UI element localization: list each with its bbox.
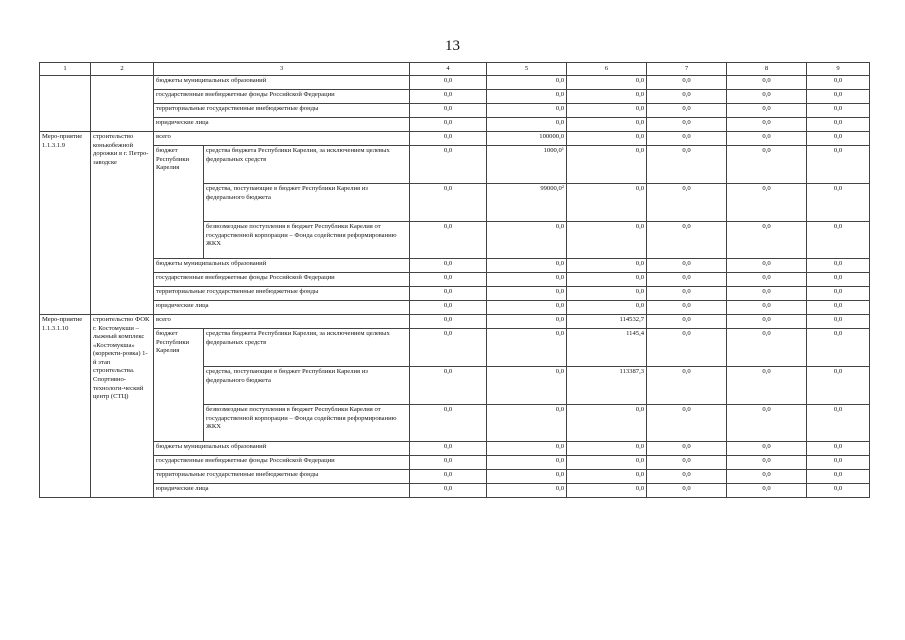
value-text: 0,0 <box>682 147 691 154</box>
value-cell <box>727 456 807 470</box>
header-cell: 2 <box>91 63 154 76</box>
value-cell <box>727 470 807 484</box>
value-text: 0,0 <box>555 406 565 413</box>
value-text: 0,0 <box>762 119 771 126</box>
value-cell <box>487 367 567 405</box>
source-label: средства, поступающие в бюджет Республики Карелия из федерального бюджета <box>204 184 410 222</box>
value-cell <box>647 470 727 484</box>
header-cell: 1 <box>40 63 91 76</box>
value-cell <box>487 90 567 104</box>
source-label: территориальные государственные внебюджетные фонды <box>154 104 410 118</box>
value-cell <box>567 259 647 273</box>
value-text: 0,0 <box>635 443 645 450</box>
value-cell <box>647 90 727 104</box>
value-cell <box>807 367 870 405</box>
value-cell <box>727 287 807 301</box>
value-text: 0,0 <box>635 147 645 154</box>
value-text: 0,0 <box>443 471 453 478</box>
value-cell <box>410 315 487 329</box>
value-cell <box>727 132 807 146</box>
value-text: 0,0 <box>635 260 645 267</box>
table-row <box>40 259 870 273</box>
measure-name: строительство ФОК г. Костомукши – лыжный комплекс «Костомукша» (корректи-ровка) 1-й этап строительства. Спортивно-технологи-ческий центр (СТЦ) <box>91 315 154 498</box>
value-cell <box>567 442 647 456</box>
value-text: 0,0 <box>833 302 843 309</box>
value-text: 0,0 <box>682 330 691 337</box>
value-text: 0,0 <box>443 316 453 323</box>
value-text: 113387,3 <box>619 368 645 375</box>
value-text: 0,0 <box>443 288 453 295</box>
value-text: 0,0 <box>762 133 771 140</box>
source-label: государственные внебюджетные фонды Российской Федерации <box>154 456 410 470</box>
table-row <box>40 90 870 104</box>
value-text: 0,0 <box>443 274 453 281</box>
value-text: 0,0 <box>555 77 565 84</box>
source-label: бюджеты муниципальных образований <box>154 442 410 456</box>
value-cell <box>647 405 727 442</box>
rk-budget-label: бюджет Республики Карелия <box>154 329 204 442</box>
source-label: юридические лица <box>154 118 410 132</box>
value-cell <box>410 329 487 367</box>
value-cell <box>410 470 487 484</box>
table-row <box>40 146 870 184</box>
value-text: 0,0 <box>833 260 843 267</box>
value-cell <box>410 484 487 498</box>
measure-name: строительство конькобежной дорожки в г. Петро-заводске <box>91 132 154 315</box>
value-text: 0,0 <box>443 443 453 450</box>
value-text: 0,0 <box>443 406 453 413</box>
value-cell <box>807 315 870 329</box>
value-text: 0,0 <box>555 316 565 323</box>
value-cell <box>410 222 487 259</box>
value-cell <box>807 222 870 259</box>
value-text: 0,0 <box>762 147 771 154</box>
value-cell <box>647 222 727 259</box>
value-cell <box>487 259 567 273</box>
value-cell <box>727 259 807 273</box>
value-cell <box>727 442 807 456</box>
value-cell <box>410 90 487 104</box>
value-text: 0,0 <box>762 185 771 192</box>
value-cell <box>727 484 807 498</box>
footnote-mark: 1 <box>561 146 565 151</box>
header-cell: 9 <box>807 63 870 76</box>
value-text: 114532,7 <box>619 316 645 323</box>
source-label: безвозмездные поступления в бюджет Республики Карелия от государственной корпорации – Фонда содействия реформированию ЖКХ <box>204 222 410 259</box>
value-cell <box>647 273 727 287</box>
value-text: 0,0 <box>762 302 771 309</box>
value-text: 0,0 <box>833 133 843 140</box>
value-text: 0,0 <box>635 406 645 413</box>
value-cell <box>807 301 870 315</box>
value-cell <box>487 301 567 315</box>
value-cell <box>647 287 727 301</box>
value-text: 0,0 <box>833 147 843 154</box>
value-text: 0,0 <box>682 288 691 295</box>
table-body <box>40 76 870 498</box>
value-text: 0,0 <box>833 330 843 337</box>
value-text: 0,0 <box>762 471 771 478</box>
value-cell <box>807 76 870 90</box>
value-text: 0,0 <box>555 330 565 337</box>
value-cell <box>487 287 567 301</box>
value-cell <box>647 484 727 498</box>
value-cell <box>727 315 807 329</box>
source-label: территориальные государственные внебюджетные фонды <box>154 470 410 484</box>
value-cell <box>807 329 870 367</box>
value-cell <box>807 456 870 470</box>
value-cell <box>410 367 487 405</box>
value-text: 0,0 <box>833 105 843 112</box>
header-cell: 3 <box>154 63 410 76</box>
value-cell <box>410 132 487 146</box>
value-cell <box>487 118 567 132</box>
value-text: 0,0 <box>443 223 453 230</box>
value-text: 0,0 <box>762 288 771 295</box>
table-row <box>40 118 870 132</box>
table-row <box>40 301 870 315</box>
value-cell <box>727 118 807 132</box>
measure-name-cell <box>91 76 154 132</box>
value-cell <box>487 315 567 329</box>
table-row <box>40 76 870 90</box>
value-cell <box>567 287 647 301</box>
value-text: 0,0 <box>443 91 453 98</box>
value-text: 0,0 <box>762 91 771 98</box>
value-cell <box>567 184 647 222</box>
value-text: 0,0 <box>762 274 771 281</box>
value-text: 100000,0 <box>539 133 565 140</box>
value-cell <box>727 301 807 315</box>
measure-code: Меро-приятие 1.1.3.1.10 <box>40 315 91 498</box>
value-text: 0,0 <box>443 330 453 337</box>
value-text: 0,0 <box>635 133 645 140</box>
value-text: 0,0 <box>635 302 645 309</box>
value-text: 0,0 <box>555 302 565 309</box>
value-cell <box>727 405 807 442</box>
value-cell <box>807 484 870 498</box>
value-cell <box>567 367 647 405</box>
value-text: 0,0 <box>682 316 691 323</box>
value-text: 0,0 <box>762 457 771 464</box>
value-text: 0,0 <box>833 274 843 281</box>
source-label: средства бюджета Республики Карелия, за исключением целевых федеральных средств <box>204 329 410 367</box>
value-cell <box>410 287 487 301</box>
value-text: 0,0 <box>635 119 645 126</box>
value-text: 0,0 <box>682 443 691 450</box>
value-cell <box>567 132 647 146</box>
value-cell <box>807 104 870 118</box>
table-row <box>40 470 870 484</box>
source-label: юридические лица <box>154 484 410 498</box>
value-cell <box>487 456 567 470</box>
value-cell <box>410 146 487 184</box>
source-label: территориальные государственные внебюджетные фонды <box>154 287 410 301</box>
table-row <box>40 273 870 287</box>
value-text: 0,0 <box>762 223 771 230</box>
value-text: 0,0 <box>555 105 565 112</box>
value-cell <box>727 222 807 259</box>
header-cell: 7 <box>647 63 727 76</box>
value-cell <box>807 118 870 132</box>
value-text: 0,0 <box>635 288 645 295</box>
value-text: 0,0 <box>635 471 645 478</box>
value-text: 0,0 <box>635 105 645 112</box>
value-cell <box>487 222 567 259</box>
value-text: 0,0 <box>682 77 691 84</box>
value-cell <box>410 104 487 118</box>
value-text: 0,0 <box>555 288 565 295</box>
value-text: 0,0 <box>762 260 771 267</box>
source-label: бюджеты муниципальных образований <box>154 259 410 273</box>
value-text: 0,0 <box>443 302 453 309</box>
value-cell <box>807 470 870 484</box>
value-text: 0,0 <box>682 471 691 478</box>
value-text: 0,0 <box>682 274 691 281</box>
header-cell: 8 <box>727 63 807 76</box>
value-text: 0,0 <box>443 105 453 112</box>
value-cell <box>567 90 647 104</box>
value-text: 0,0 <box>833 443 843 450</box>
value-text: 0,0 <box>762 443 771 450</box>
value-text: 0,0 <box>682 302 691 309</box>
table-row <box>40 442 870 456</box>
value-text: 0,0 <box>555 260 565 267</box>
value-cell <box>807 442 870 456</box>
value-cell <box>727 273 807 287</box>
source-label: всего <box>154 315 410 329</box>
rk-budget-label: бюджет Республики Карелия <box>154 146 204 259</box>
value-text: 0,0 <box>635 223 645 230</box>
value-text: 0,0 <box>833 77 843 84</box>
value-text: 1000,0 <box>543 147 562 154</box>
source-label: безвозмездные поступления в бюджет Республики Карелия от государственной корпорации – Фонда содействия реформированию ЖКХ <box>204 405 410 442</box>
value-cell <box>647 367 727 405</box>
value-cell <box>807 132 870 146</box>
value-text: 0,0 <box>682 485 691 492</box>
value-text: 0,0 <box>555 443 565 450</box>
value-cell <box>727 76 807 90</box>
table-row <box>40 329 870 367</box>
table-row <box>40 315 870 329</box>
value-text: 0,0 <box>555 91 565 98</box>
value-text: 0,0 <box>682 119 691 126</box>
value-text: 0,0 <box>762 368 771 375</box>
value-cell <box>647 456 727 470</box>
value-text: 0,0 <box>555 119 565 126</box>
value-text: 0,0 <box>762 316 771 323</box>
value-text: 0,0 <box>833 185 843 192</box>
table-row <box>40 287 870 301</box>
value-cell <box>567 273 647 287</box>
value-cell <box>410 456 487 470</box>
value-cell <box>647 442 727 456</box>
value-cell <box>487 442 567 456</box>
value-text: 99000,0 <box>540 185 562 192</box>
value-text: 1145,4 <box>626 330 645 337</box>
value-cell <box>647 329 727 367</box>
value-cell <box>410 76 487 90</box>
value-cell <box>647 146 727 184</box>
value-cell <box>487 132 567 146</box>
value-cell <box>487 104 567 118</box>
value-cell <box>410 405 487 442</box>
table-header <box>40 63 870 76</box>
value-text: 0,0 <box>443 119 453 126</box>
value-cell <box>567 405 647 442</box>
value-cell <box>410 118 487 132</box>
value-cell <box>647 259 727 273</box>
value-cell <box>487 329 567 367</box>
value-text: 0,0 <box>443 260 453 267</box>
value-text: 0,0 <box>833 406 843 413</box>
value-text: 0,0 <box>555 457 565 464</box>
source-label: государственные внебюджетные фонды Российской Федерации <box>154 273 410 287</box>
value-text: 0,0 <box>833 119 843 126</box>
value-text: 0,0 <box>682 457 691 464</box>
value-text: 0,0 <box>762 105 771 112</box>
value-cell <box>567 76 647 90</box>
value-cell <box>487 146 567 184</box>
value-text: 0,0 <box>635 185 645 192</box>
value-cell <box>487 405 567 442</box>
value-cell <box>410 259 487 273</box>
value-cell <box>647 76 727 90</box>
value-cell <box>727 104 807 118</box>
value-cell <box>567 118 647 132</box>
value-cell <box>647 301 727 315</box>
value-cell <box>567 301 647 315</box>
value-cell <box>567 104 647 118</box>
value-cell <box>410 442 487 456</box>
value-cell <box>567 315 647 329</box>
value-text: 0,0 <box>443 368 453 375</box>
value-cell <box>567 456 647 470</box>
value-text: 0,0 <box>555 274 565 281</box>
value-text: 0,0 <box>443 77 453 84</box>
value-cell <box>807 259 870 273</box>
value-text: 0,0 <box>682 185 691 192</box>
value-text: 0,0 <box>635 457 645 464</box>
value-text: 0,0 <box>443 485 453 492</box>
header-cell: 5 <box>487 63 567 76</box>
measure-code-cell <box>40 76 91 132</box>
value-text: 0,0 <box>833 485 843 492</box>
value-cell <box>487 470 567 484</box>
value-text: 0,0 <box>762 77 771 84</box>
value-cell <box>567 470 647 484</box>
value-cell <box>567 146 647 184</box>
value-text: 0,0 <box>682 223 691 230</box>
table-row <box>40 104 870 118</box>
value-text: 0,0 <box>682 91 691 98</box>
value-text: 0,0 <box>443 457 453 464</box>
value-cell <box>807 287 870 301</box>
value-text: 0,0 <box>555 471 565 478</box>
value-text: 0,0 <box>443 147 453 154</box>
value-text: 0,0 <box>555 223 565 230</box>
value-text: 0,0 <box>443 133 453 140</box>
value-text: 0,0 <box>555 485 565 492</box>
footnote-mark: 2 <box>561 184 565 189</box>
value-text: 0,0 <box>635 77 645 84</box>
source-label: бюджеты муниципальных образований <box>154 76 410 90</box>
value-cell <box>410 184 487 222</box>
value-text: 0,0 <box>555 368 565 375</box>
value-cell <box>647 315 727 329</box>
table-row <box>40 456 870 470</box>
value-text: 0,0 <box>833 223 843 230</box>
table-row <box>40 484 870 498</box>
value-text: 0,0 <box>833 288 843 295</box>
value-cell <box>807 405 870 442</box>
value-text: 0,0 <box>443 185 453 192</box>
value-cell <box>647 118 727 132</box>
value-cell <box>567 222 647 259</box>
value-cell <box>647 184 727 222</box>
budget-table <box>39 62 870 498</box>
value-cell <box>487 273 567 287</box>
value-cell <box>727 184 807 222</box>
value-cell <box>727 90 807 104</box>
value-text: 0,0 <box>762 330 771 337</box>
value-cell <box>487 184 567 222</box>
value-cell <box>727 367 807 405</box>
value-cell <box>410 273 487 287</box>
value-text: 0,0 <box>833 457 843 464</box>
value-text: 0,0 <box>682 368 691 375</box>
value-text: 0,0 <box>682 260 691 267</box>
value-cell <box>727 146 807 184</box>
value-cell <box>807 90 870 104</box>
value-cell <box>727 329 807 367</box>
value-text: 0,0 <box>833 368 843 375</box>
value-text: 0,0 <box>635 274 645 281</box>
measure-code: Меро-приятие 1.1.3.1.9 <box>40 132 91 315</box>
table-row <box>40 132 870 146</box>
header-cell: 6 <box>567 63 647 76</box>
value-text: 0,0 <box>682 133 691 140</box>
value-cell <box>807 184 870 222</box>
source-label: юридические лица <box>154 301 410 315</box>
value-cell <box>807 273 870 287</box>
source-label: средства бюджета Республики Карелия, за исключением целевых федеральных средств <box>204 146 410 184</box>
value-cell <box>647 104 727 118</box>
value-cell <box>567 329 647 367</box>
value-text: 0,0 <box>682 105 691 112</box>
value-cell <box>410 301 487 315</box>
source-label: государственные внебюджетные фонды Российской Федерации <box>154 90 410 104</box>
value-text: 0,0 <box>762 485 771 492</box>
value-cell <box>567 484 647 498</box>
value-cell <box>807 146 870 184</box>
value-cell <box>487 484 567 498</box>
header-cell: 4 <box>410 63 487 76</box>
value-text: 0,0 <box>762 406 771 413</box>
value-text: 0,0 <box>682 406 691 413</box>
value-text: 0,0 <box>833 91 843 98</box>
source-label: средства, поступающие в бюджет Республики Карелия из федерального бюджета <box>204 367 410 405</box>
value-text: 0,0 <box>833 316 843 323</box>
value-text: 0,0 <box>635 485 645 492</box>
value-cell <box>487 76 567 90</box>
value-text: 0,0 <box>635 91 645 98</box>
value-text: 0,0 <box>833 471 843 478</box>
source-label: всего <box>154 132 410 146</box>
page-number: 13 <box>445 38 460 54</box>
value-cell <box>647 132 727 146</box>
